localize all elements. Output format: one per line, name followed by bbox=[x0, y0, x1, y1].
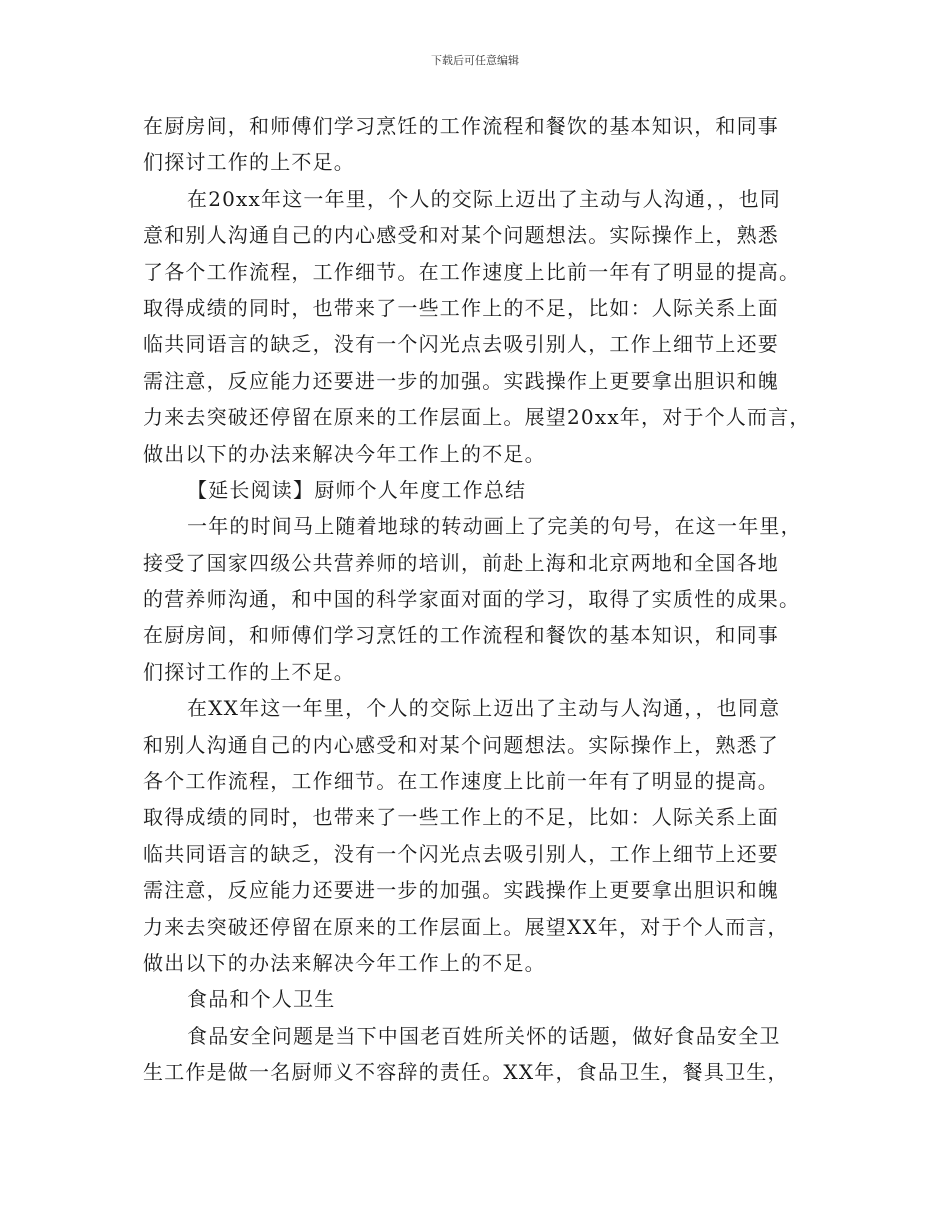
text-line: 在厨房间，和师傅们学习烹饪的工作流程和餐饮的基本知识，和同事 bbox=[143, 114, 779, 138]
text-line: 取得成绩的同时，也带来了一些工作上的不足，比如：人际关系上面 bbox=[143, 805, 779, 830]
text-line: 在XX年这一年里，个人的交际上迈出了主动与人沟通，，也同意 bbox=[187, 696, 781, 721]
section-heading: 【延长阅读】厨师个人年度工作总结 bbox=[187, 477, 527, 502]
text-line: 和别人沟通自己的内心感受和对某个问题想法。实际操作上，熟悉了 bbox=[143, 732, 779, 757]
text-line: 需注意，反应能力还要进一步的加强。实践操作上更要拿出胆识和魄 bbox=[143, 368, 779, 393]
text-line: 临共同语言的缺乏，没有一个闪光点去吸引别人，工作上细节上还要 bbox=[143, 332, 779, 357]
text-line: 临共同语言的缺乏，没有一个闪光点去吸引别人，工作上细节上还要 bbox=[143, 841, 779, 866]
text-line: 做出以下的办法来解决今年工作上的不足。 bbox=[143, 441, 546, 466]
text-line: 的营养师沟通，和中国的科学家面对面的学习，取得了实质性的成果。 bbox=[143, 587, 801, 612]
page-header-note: 下载后可任意编辑 bbox=[431, 54, 519, 67]
text-line: 了各个工作流程，工作细节。在工作速度上比前一年有了明显的提高。 bbox=[143, 259, 801, 284]
text-line: 力来去突破还停留在原来的工作层面上。展望XX年，对于个人而言， bbox=[143, 914, 789, 939]
text-line: 意和别人沟通自己的内心感受和对某个问题想法。实际操作上，熟悉 bbox=[143, 223, 779, 248]
text-line: 做出以下的办法来解决今年工作上的不足。 bbox=[143, 950, 546, 975]
text-line: 力来去突破还停留在原来的工作层面上。展望20xx年，对于个人而言， bbox=[143, 405, 811, 430]
text-line: 生工作是做一名厨师义不容辞的责任。XX年，食品卫生，餐具卫生， bbox=[143, 1060, 789, 1085]
text-line: 取得成绩的同时，也带来了一些工作上的不足，比如：人际关系上面 bbox=[143, 295, 779, 320]
text-line: 接受了国家四级公共营养师的培训，前赴上海和北京两地和全国各地 bbox=[143, 550, 779, 575]
text-line: 食品安全问题是当下中国老百姓所关怀的话题，做好食品安全卫 bbox=[187, 1023, 781, 1048]
text-line: 一年的时间马上随着地球的转动画上了完美的句号，在这一年里， bbox=[187, 514, 802, 539]
section-heading: 食品和个人卫生 bbox=[187, 987, 336, 1012]
text-line: 们探讨工作的上不足。 bbox=[143, 150, 355, 175]
text-line: 们探讨工作的上不足。 bbox=[143, 659, 355, 684]
document-body bbox=[143, 108, 823, 1091]
text-line: 在20xx年这一年里，个人的交际上迈出了主动与人沟通，，也同 bbox=[187, 186, 782, 211]
text-line: 在厨房间，和师傅们学习烹饪的工作流程和餐饮的基本知识，和同事 bbox=[143, 623, 779, 648]
text-line: 各个工作流程，工作细节。在工作速度上比前一年有了明显的提高。 bbox=[143, 769, 779, 794]
text-line: 需注意，反应能力还要进一步的加强。实践操作上更要拿出胆识和魄 bbox=[143, 878, 779, 903]
